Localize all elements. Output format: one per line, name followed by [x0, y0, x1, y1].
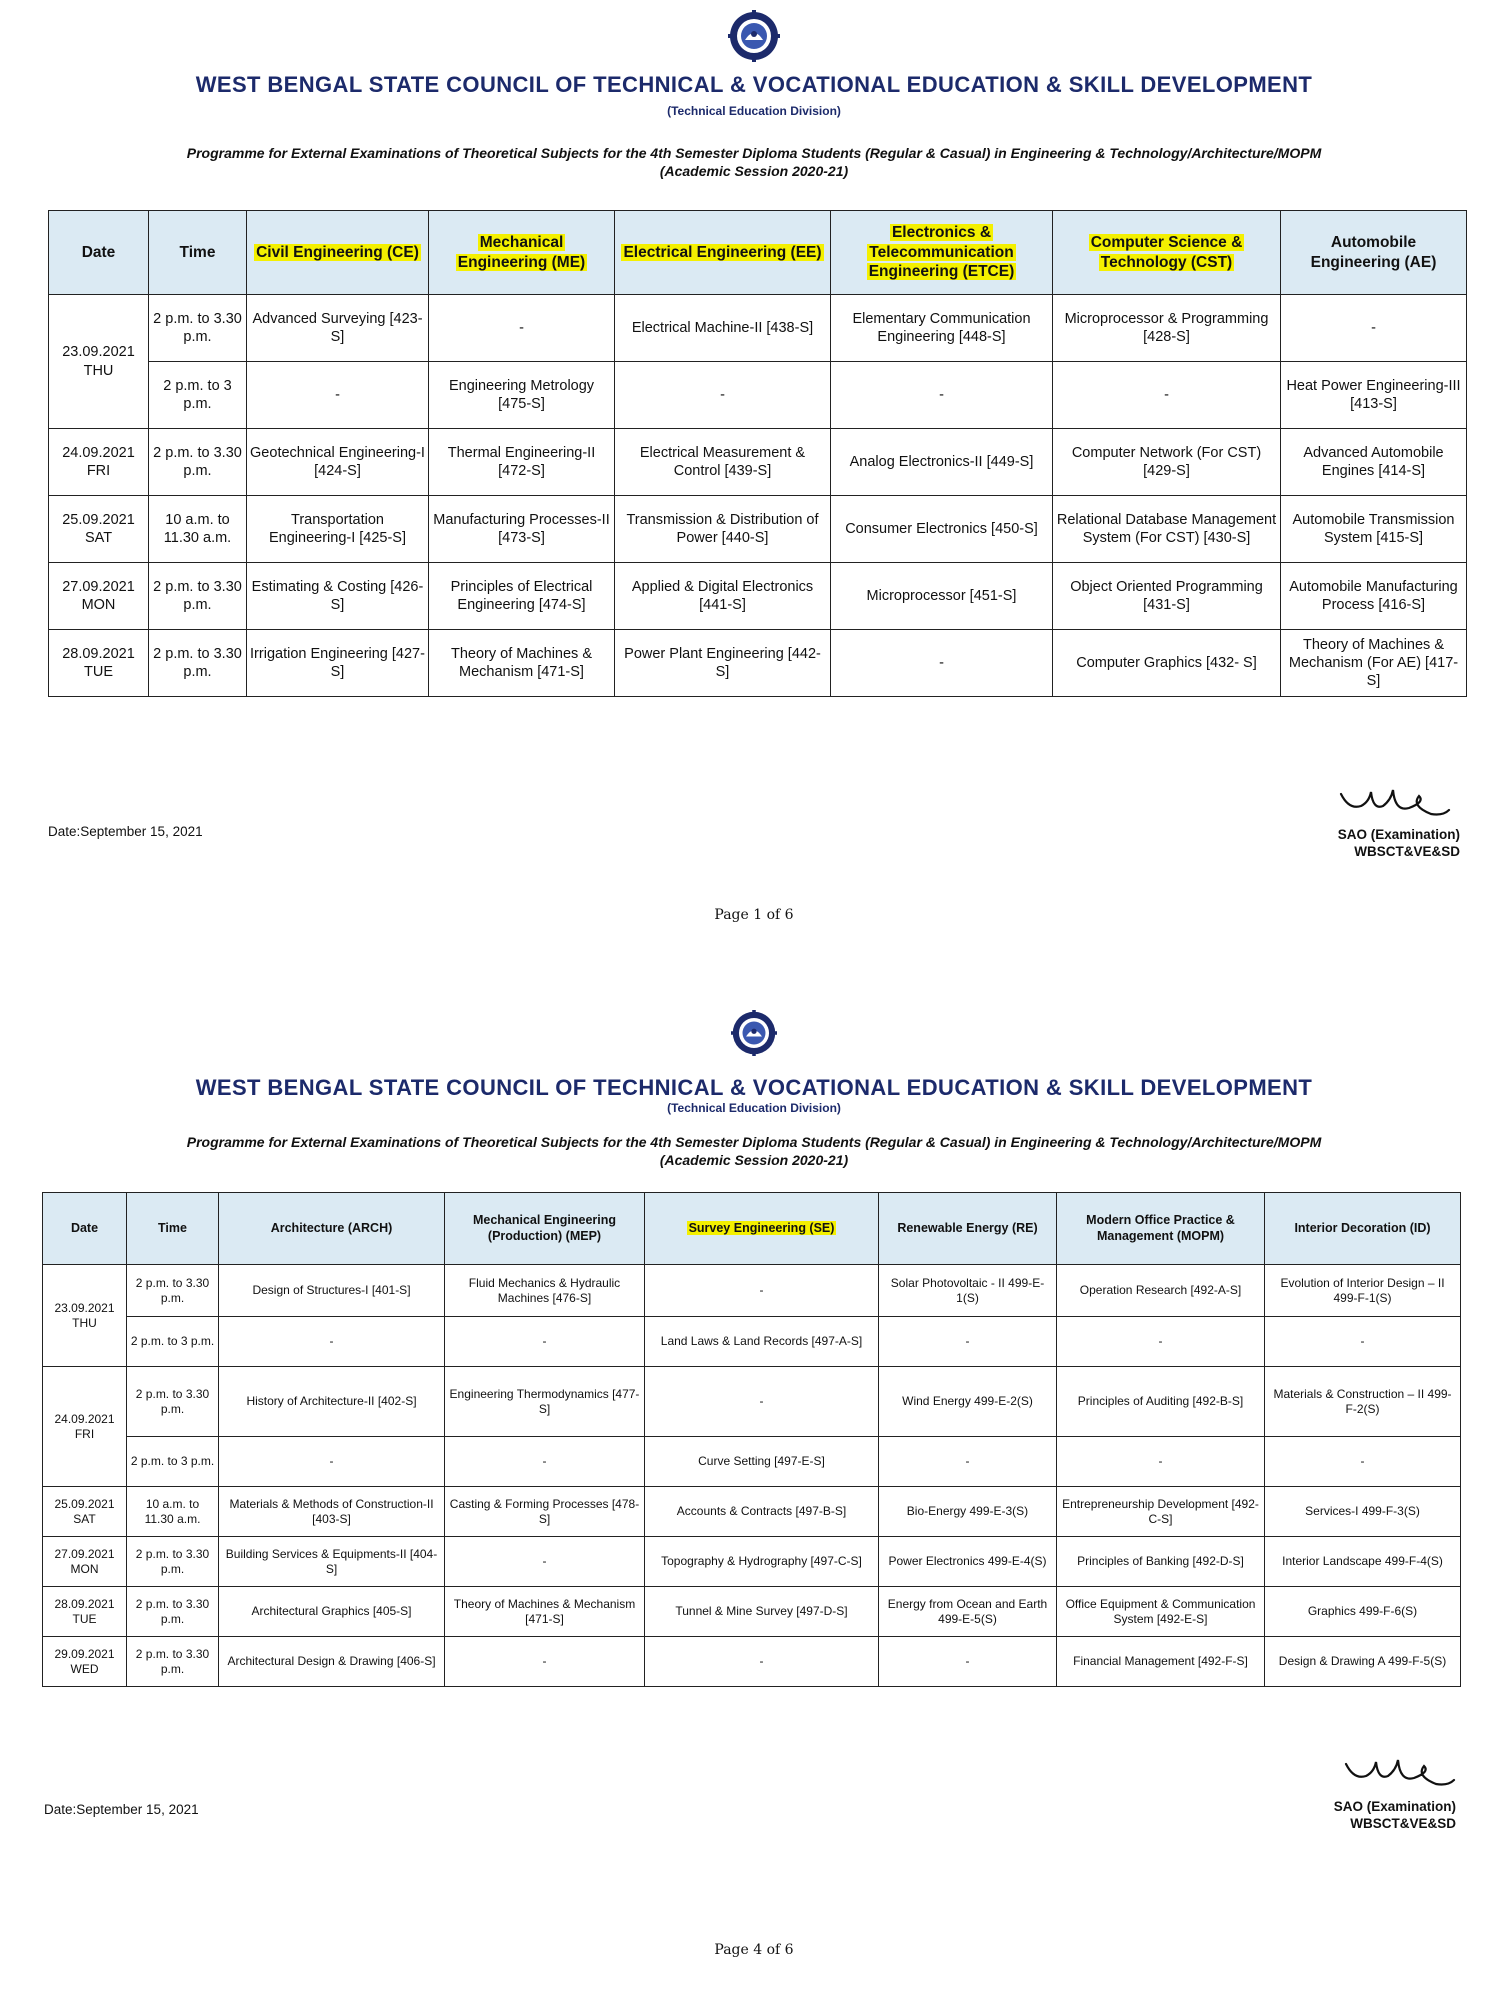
col-header-date: Date — [43, 1193, 127, 1265]
col-header-re: Renewable Energy (RE) — [879, 1193, 1057, 1265]
council-title: WEST BENGAL STATE COUNCIL OF TECHNICAL & VOCATIONAL EDUCATION & SKILL DEVELOPMENT — [195, 1075, 1313, 1100]
subject-cell: Analog Electronics-II [449-S] — [831, 429, 1053, 496]
date-cell: 25.09.2021 SAT — [43, 1487, 127, 1537]
date-cell: 24.09.2021 FRI — [43, 1367, 127, 1487]
subject-cell: Power Plant Engineering [442-S] — [615, 630, 831, 697]
subject-cell: - — [247, 362, 429, 429]
subject-cell: Advanced Surveying [423-S] — [247, 295, 429, 362]
time-cell: 2 p.m. to 3.30 p.m. — [127, 1537, 219, 1587]
signatory-org: WBSCT&VE&SD — [1354, 844, 1460, 859]
col-header-time: Time — [127, 1193, 219, 1265]
subject-cell: - — [219, 1317, 445, 1367]
subject-cell: Advanced Automobile Engines [414-S] — [1281, 429, 1467, 496]
subject-cell: - — [445, 1537, 645, 1587]
date-cell: 27.09.2021 MON — [49, 563, 149, 630]
col-header-mopm: Modern Office Practice & Management (MOPM) — [1057, 1193, 1265, 1265]
subject-cell: Consumer Electronics [450-S] — [831, 496, 1053, 563]
subject-cell: Fluid Mechanics & Hydraulic Machines [476-S] — [445, 1265, 645, 1317]
subject-cell: - — [1057, 1437, 1265, 1487]
subject-cell: - — [445, 1437, 645, 1487]
table-row — [49, 429, 1467, 496]
subject-cell: Elementary Communication Engineering [448-S] — [831, 295, 1053, 362]
programme-line-1: Programme for External Examinations of Theoretical Subjects for the 4th Semester Diploma Students (Regular & Casual) in Engineering & Technology/Architecture/MOPM — [186, 145, 1322, 161]
subject-cell: Materials & Methods of Construction-II [403-S] — [219, 1487, 445, 1537]
subject-cell: Energy from Ocean and Earth 499-E-5(S) — [879, 1587, 1057, 1637]
subject-cell: Estimating & Costing [426-S] — [247, 563, 429, 630]
subject-cell: Principles of Auditing [492-B-S] — [1057, 1367, 1265, 1437]
subject-cell: - — [445, 1637, 645, 1687]
table-row — [49, 630, 1467, 697]
subject-cell: Principles of Banking [492-D-S] — [1057, 1537, 1265, 1587]
subject-cell: Architectural Design & Drawing [406-S] — [219, 1637, 445, 1687]
programme-line-2: (Academic Session 2020-21) — [659, 1152, 849, 1168]
division-subtitle: (Technical Education Division) — [667, 104, 841, 118]
table-row — [43, 1317, 1461, 1367]
date-cell: 24.09.2021 FRI — [49, 429, 149, 496]
col-header-etce — [831, 211, 1053, 295]
date-cell: 23.09.2021 THU — [49, 295, 149, 429]
subject-cell: Geotechnical Engineering-I [424-S] — [247, 429, 429, 496]
table-row — [43, 1487, 1461, 1537]
subject-cell: Power Electronics 499-E-4(S) — [879, 1537, 1057, 1587]
subject-cell: Relational Database Management System (For CST) [430-S] — [1053, 496, 1281, 563]
subject-cell: - — [1265, 1317, 1461, 1367]
subject-cell: Casting & Forming Processes [478-S] — [445, 1487, 645, 1537]
signatory-block — [1338, 826, 1460, 860]
subject-cell: Theory of Machines & Mechanism [471-S] — [445, 1587, 645, 1637]
subject-cell: - — [645, 1265, 879, 1317]
subject-cell: Services-I 499-F-3(S) — [1265, 1487, 1461, 1537]
col-header-ee-label: Electrical Engineering (EE) — [623, 243, 822, 261]
subject-cell: Design & Drawing A 499-F-5(S) — [1265, 1637, 1461, 1687]
date-cell: 23.09.2021 THU — [43, 1265, 127, 1367]
council-emblem-icon — [731, 1010, 777, 1056]
subject-cell: Computer Network (For CST) [429-S] — [1053, 429, 1281, 496]
time-cell: 2 p.m. to 3.30 p.m. — [127, 1265, 219, 1317]
subject-cell: Automobile Manufacturing Process [416-S] — [1281, 563, 1467, 630]
time-cell: 2 p.m. to 3 p.m. — [127, 1437, 219, 1487]
date-cell: 28.09.2021 TUE — [43, 1587, 127, 1637]
subject-cell: - — [1053, 362, 1281, 429]
subject-cell: - — [645, 1367, 879, 1437]
date-cell: 25.09.2021 SAT — [49, 496, 149, 563]
subject-cell: Theory of Machines & Mechanism [471-S] — [429, 630, 615, 697]
subject-cell: Theory of Machines & Mechanism (For AE) [417-S] — [1281, 630, 1467, 697]
subject-cell: - — [445, 1317, 645, 1367]
programme-line-2: (Academic Session 2020-21) — [659, 163, 849, 179]
subject-cell: - — [1057, 1317, 1265, 1367]
subject-cell: Design of Structures-I [401-S] — [219, 1265, 445, 1317]
col-header-me-label: Mechanical Engineering (ME) — [457, 234, 586, 271]
subject-cell: Entrepreneurship Development [492-C-S] — [1057, 1487, 1265, 1537]
signature-mark — [1340, 1750, 1460, 1792]
time-cell: 2 p.m. to 3 p.m. — [127, 1317, 219, 1367]
table-row — [43, 1265, 1461, 1317]
council-title: WEST BENGAL STATE COUNCIL OF TECHNICAL & VOCATIONAL EDUCATION & SKILL DEVELOPMENT — [195, 72, 1313, 97]
subject-cell: Materials & Construction – II 499-F-2(S) — [1265, 1367, 1461, 1437]
subject-cell: - — [1281, 295, 1467, 362]
subject-cell: Solar Photovoltaic - II 499-E-1(S) — [879, 1265, 1057, 1317]
signatory-title: SAO (Examination) — [1337, 827, 1460, 842]
page-number: Page 4 of 6 — [714, 1942, 794, 1958]
subject-cell: Object Oriented Programming [431-S] — [1053, 563, 1281, 630]
col-header-etce-label: Electronics & Telecommunication Engineering (ETCE) — [868, 224, 1015, 281]
subject-cell: Building Services & Equipments-II [404-S] — [219, 1537, 445, 1587]
table-row — [49, 295, 1467, 362]
subject-cell: Financial Management [492-F-S] — [1057, 1637, 1265, 1687]
subject-cell: Operation Research [492-A-S] — [1057, 1265, 1265, 1317]
page-1 — [0, 0, 1508, 970]
col-header-me — [429, 211, 615, 295]
subject-cell: - — [879, 1317, 1057, 1367]
subject-cell: - — [879, 1437, 1057, 1487]
col-header-date: Date — [49, 211, 149, 295]
subject-cell: - — [429, 295, 615, 362]
programme-line-1: Programme for External Examinations of Theoretical Subjects for the 4th Semester Diploma Students (Regular & Casual) in Engineering & Technology/Architecture/MOPM — [186, 1134, 1322, 1150]
subject-cell: Electrical Measurement & Control [439-S] — [615, 429, 831, 496]
signatory-title: SAO (Examination) — [1333, 1799, 1456, 1814]
table-row — [43, 1587, 1461, 1637]
table-row — [49, 563, 1467, 630]
subject-cell: Accounts & Contracts [497-B-S] — [645, 1487, 879, 1537]
subject-cell: - — [615, 362, 831, 429]
col-header-se-label: Survey Engineering (SE) — [688, 1220, 835, 1235]
table-header-row — [49, 211, 1467, 295]
date-cell: 28.09.2021 TUE — [49, 630, 149, 697]
time-cell: 2 p.m. to 3.30 p.m. — [127, 1637, 219, 1687]
signatory-org: WBSCT&VE&SD — [1350, 1816, 1456, 1831]
subject-cell: Automobile Transmission System [415-S] — [1281, 496, 1467, 563]
col-header-ce — [247, 211, 429, 295]
time-cell: 2 p.m. to 3 p.m. — [149, 362, 247, 429]
table-row — [49, 362, 1467, 429]
subject-cell: - — [645, 1637, 879, 1687]
exam-schedule-table-2 — [42, 1192, 1461, 1687]
col-header-cst — [1053, 211, 1281, 295]
subject-cell: Tunnel & Mine Survey [497-D-S] — [645, 1587, 879, 1637]
table-header-row — [43, 1193, 1461, 1265]
col-header-ae: Automobile Engineering (AE) — [1281, 211, 1467, 295]
subject-cell: Transmission & Distribution of Power [440-S] — [615, 496, 831, 563]
time-cell: 2 p.m. to 3.30 p.m. — [127, 1367, 219, 1437]
subject-cell: Heat Power Engineering-III [413-S] — [1281, 362, 1467, 429]
subject-cell: Transportation Engineering-I [425-S] — [247, 496, 429, 563]
subject-cell: Microprocessor & Programming [428-S] — [1053, 295, 1281, 362]
subject-cell: Curve Setting [497-E-S] — [645, 1437, 879, 1487]
subject-cell: Evolution of Interior Design – II 499-F-1(S) — [1265, 1265, 1461, 1317]
date-cell: 29.09.2021 WED — [43, 1637, 127, 1687]
subject-cell: Office Equipment & Communication System [492-E-S] — [1057, 1587, 1265, 1637]
signature-mark — [1335, 780, 1455, 822]
subject-cell: Manufacturing Processes-II [473-S] — [429, 496, 615, 563]
time-cell: 2 p.m. to 3.30 p.m. — [149, 295, 247, 362]
council-emblem-icon — [728, 10, 780, 62]
signatory-block — [1334, 1798, 1456, 1832]
col-header-arch: Architecture (ARCH) — [219, 1193, 445, 1265]
subject-cell: - — [1265, 1437, 1461, 1487]
subject-cell: - — [219, 1437, 445, 1487]
table-row — [43, 1367, 1461, 1437]
subject-cell: Graphics 499-F-6(S) — [1265, 1587, 1461, 1637]
subject-cell: - — [831, 362, 1053, 429]
subject-cell: Thermal Engineering-II [472-S] — [429, 429, 615, 496]
table-row — [49, 496, 1467, 563]
division-subtitle: (Technical Education Division) — [667, 1101, 841, 1115]
issue-date: Date:September 15, 2021 — [44, 1802, 199, 1817]
col-header-ce-label: Civil Engineering (CE) — [256, 243, 419, 261]
subject-cell: Computer Graphics [432- S] — [1053, 630, 1281, 697]
exam-schedule-table-1 — [48, 210, 1467, 697]
date-cell: 27.09.2021 MON — [43, 1537, 127, 1587]
col-header-ee — [615, 211, 831, 295]
time-cell: 2 p.m. to 3.30 p.m. — [149, 630, 247, 697]
subject-cell: Land Laws & Land Records [497-A-S] — [645, 1317, 879, 1367]
col-header-id: Interior Decoration (ID) — [1265, 1193, 1461, 1265]
subject-cell: Applied & Digital Electronics [441-S] — [615, 563, 831, 630]
time-cell: 2 p.m. to 3.30 p.m. — [149, 563, 247, 630]
subject-cell: Topography & Hydrography [497-C-S] — [645, 1537, 879, 1587]
issue-date: Date:September 15, 2021 — [48, 824, 203, 839]
subject-cell: Engineering Thermodynamics [477-S] — [445, 1367, 645, 1437]
table-row — [43, 1537, 1461, 1587]
subject-cell: Wind Energy 499-E-2(S) — [879, 1367, 1057, 1437]
subject-cell: Bio-Energy 499-E-3(S) — [879, 1487, 1057, 1537]
subject-cell: Architectural Graphics [405-S] — [219, 1587, 445, 1637]
subject-cell: Irrigation Engineering [427-S] — [247, 630, 429, 697]
col-header-mep: Mechanical Engineering (Production) (MEP) — [445, 1193, 645, 1265]
col-header-time: Time — [149, 211, 247, 295]
table-row — [43, 1437, 1461, 1487]
col-header-se — [645, 1193, 879, 1265]
subject-cell: History of Architecture-II [402-S] — [219, 1367, 445, 1437]
time-cell: 10 a.m. to 11.30 a.m. — [127, 1487, 219, 1537]
subject-cell: - — [879, 1637, 1057, 1687]
page-2 — [0, 990, 1508, 2000]
subject-cell: Electrical Machine-II [438-S] — [615, 295, 831, 362]
subject-cell: Principles of Electrical Engineering [474-S] — [429, 563, 615, 630]
subject-cell: - — [831, 630, 1053, 697]
table-row — [43, 1637, 1461, 1687]
time-cell: 10 a.m. to 11.30 a.m. — [149, 496, 247, 563]
subject-cell: Interior Landscape 499-F-4(S) — [1265, 1537, 1461, 1587]
page-number: Page 1 of 6 — [714, 907, 794, 923]
col-header-cst-label: Computer Science & Technology (CST) — [1090, 234, 1243, 271]
subject-cell: Microprocessor [451-S] — [831, 563, 1053, 630]
time-cell: 2 p.m. to 3.30 p.m. — [127, 1587, 219, 1637]
time-cell: 2 p.m. to 3.30 p.m. — [149, 429, 247, 496]
subject-cell: Engineering Metrology [475-S] — [429, 362, 615, 429]
